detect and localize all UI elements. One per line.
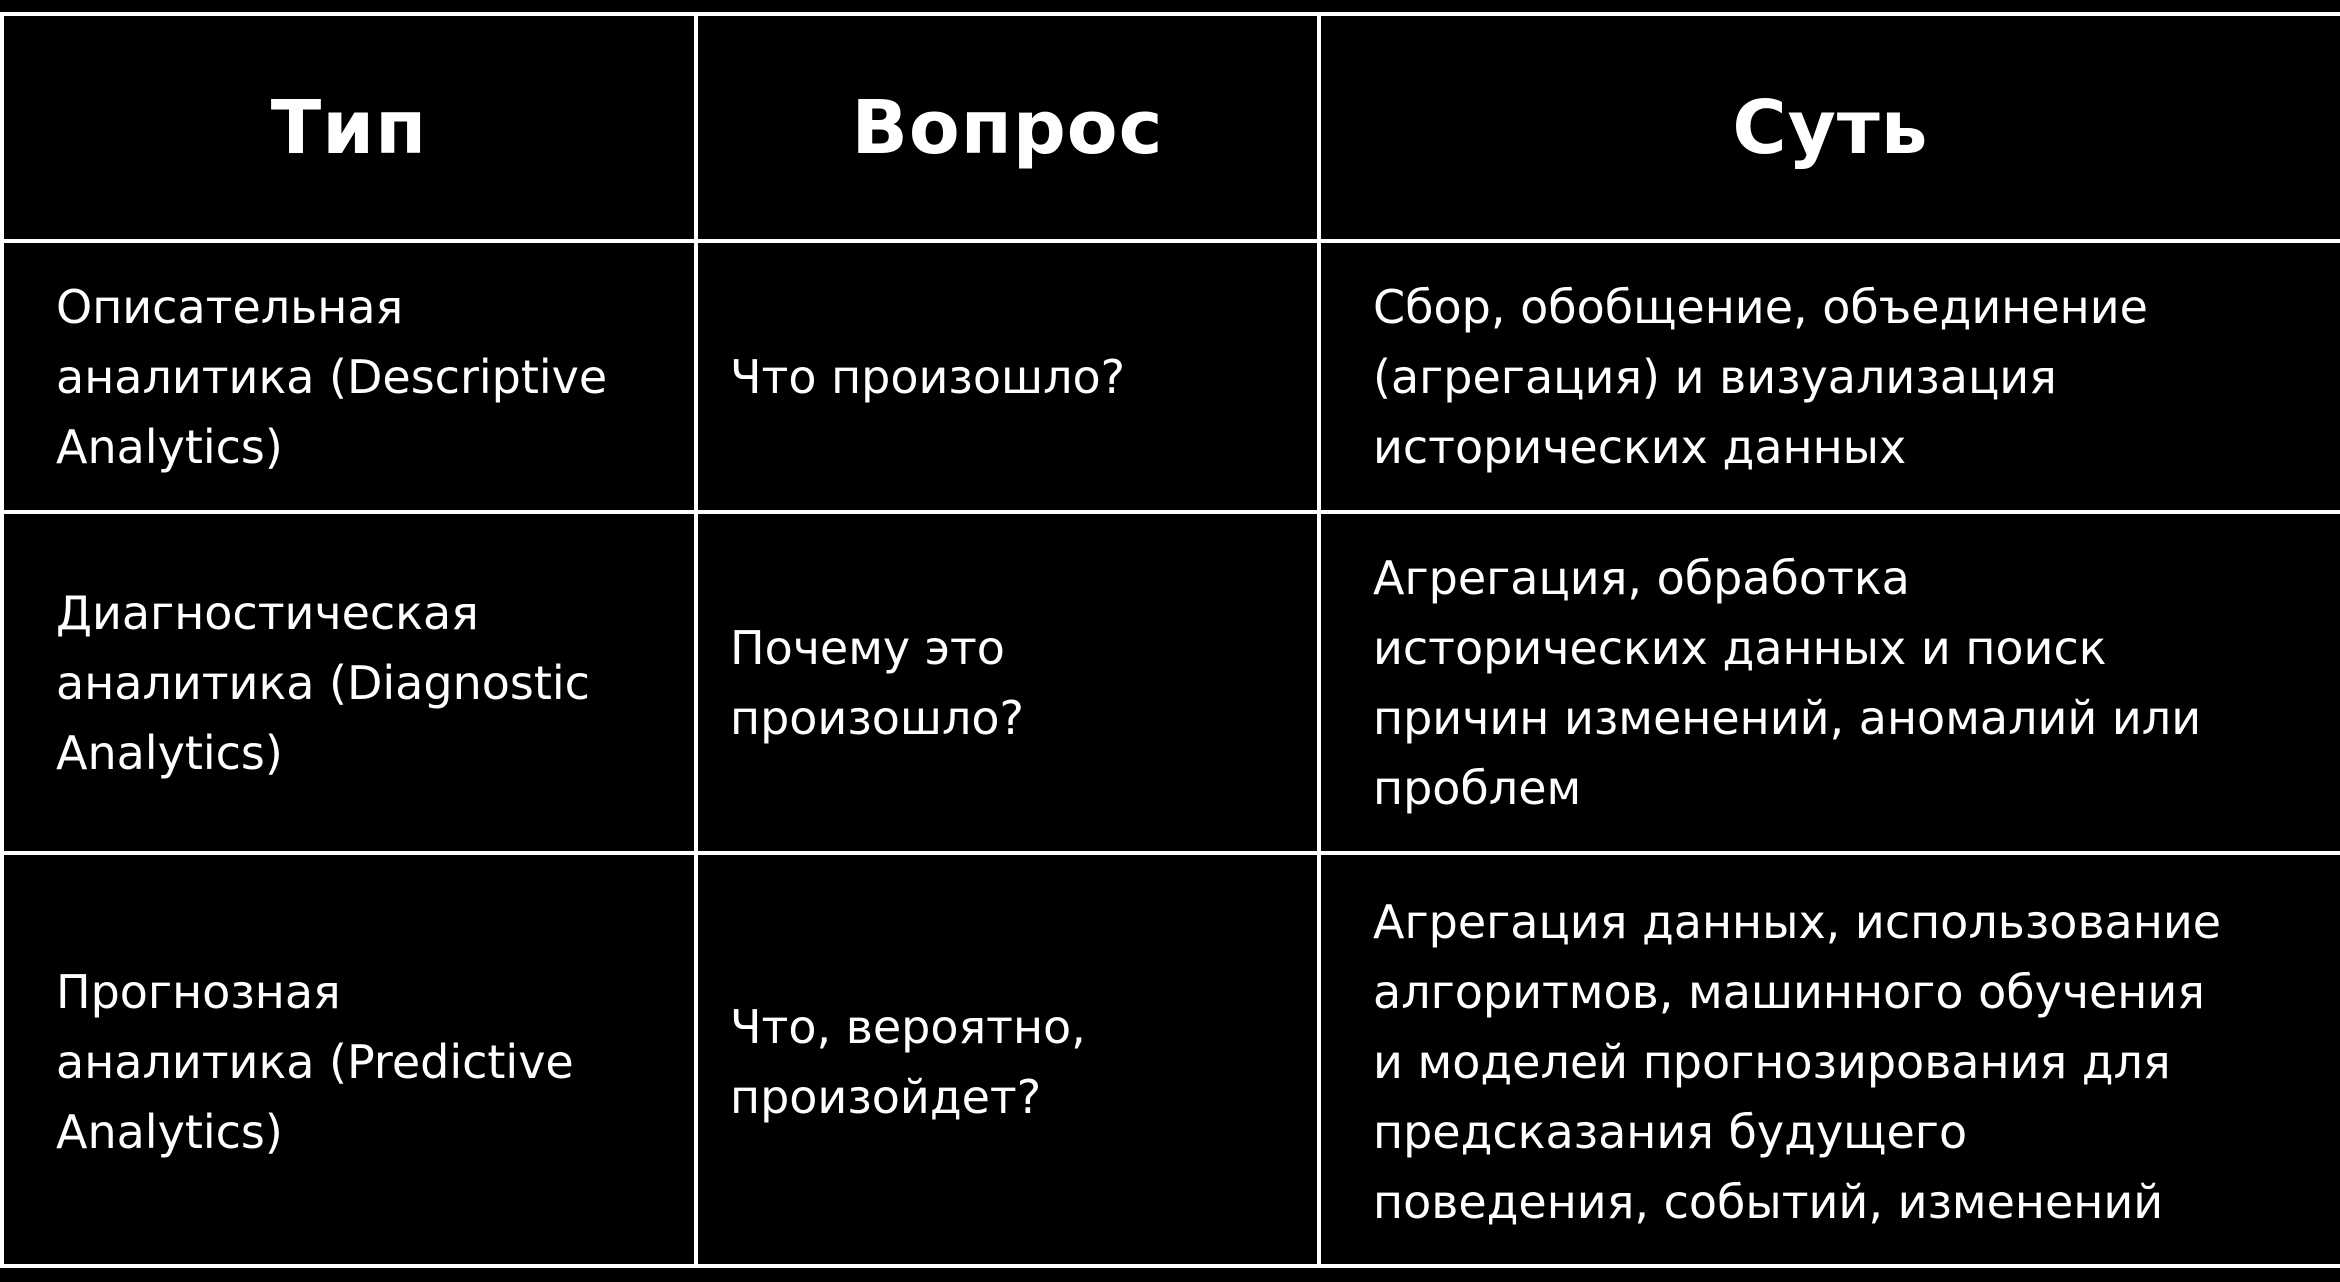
table-row-2-type [0,514,698,855]
header-essence-label: Суть [1732,84,1929,171]
row-essence-text: Сбор, обобщение, объединение (агрегация) и визуализация исторических данных [1373,279,2148,474]
header-cell-essence [1321,16,2340,243]
table-row-3-type [0,855,698,1268]
table-row-1-question [698,243,1321,514]
table-row-3-question [698,855,1321,1268]
row-type-text: Диагностическая аналитика (Diagnostic Analytics) [56,585,590,780]
table-row-2-question [698,514,1321,855]
row-type-text: Описательная аналитика (Descriptive Analytics) [56,279,608,474]
analytics-types-table [0,12,2340,1268]
row-question-text: Почему это произошло? [730,620,1024,745]
table-row-3-essence [1321,855,2340,1268]
header-type-label: Тип [270,84,428,171]
header-cell-question [698,16,1321,243]
table-row-1-essence [1321,243,2340,514]
header-question-label: Вопрос [851,84,1164,171]
row-type-text: Прогнозная аналитика (Predictive Analytics) [56,964,574,1159]
row-question-text: Что произошло? [730,349,1126,404]
table-row-1-type [0,243,698,514]
header-cell-type [0,16,698,243]
row-question-text: Что, вероятно, произойдет? [730,999,1086,1124]
row-essence-text: Агрегация, обработка исторических данных и поиск причин изменений, аномалий или проблем [1373,550,2202,815]
row-essence-text: Агрегация данных, использование алгоритмов, машинного обучения и моделей прогнозирования для предсказания будущего поведения, событий, изменений [1373,894,2222,1229]
table-row-2-essence [1321,514,2340,855]
